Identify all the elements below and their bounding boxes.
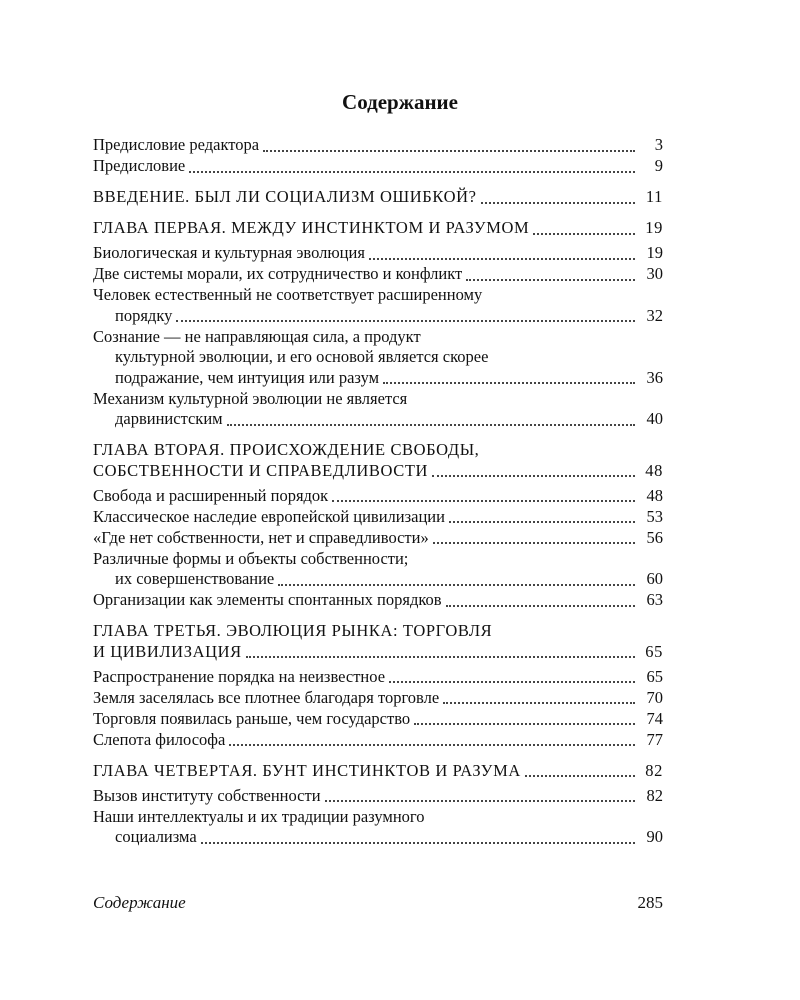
dot-leader: [332, 499, 635, 502]
dot-leader: [466, 278, 635, 281]
toc-multiline-entry: [93, 285, 663, 326]
toc-entry-title: ГЛАВА ЧЕТВЕРТАЯ. БУНТ ИНСТИНКТОВ И РАЗУМА: [93, 760, 521, 780]
running-footer-label: Содержание: [93, 893, 186, 912]
toc-entry-title: Классическое наследие европейской цивилизации: [93, 506, 445, 526]
table-of-contents: [93, 135, 663, 848]
toc-entry-line: социализма: [115, 827, 197, 846]
dot-leader: [201, 841, 635, 844]
toc-entry-title: Предисловие: [93, 156, 186, 175]
dot-leader: [481, 201, 635, 204]
toc-entry-page: 19: [646, 243, 663, 262]
toc-entry: [93, 786, 663, 807]
page-footer: [93, 893, 663, 913]
toc-chapter-entry: [93, 761, 663, 782]
dot-leader: [389, 680, 635, 683]
toc-entry-line: подражание, чем интуиция или разум: [115, 367, 380, 387]
toc-entry-title: Предисловие редактора: [93, 135, 260, 154]
toc-multiline-entry: [93, 389, 663, 430]
dot-leader: [246, 655, 635, 658]
toc-entry-page: 65: [646, 666, 663, 686]
toc-entry: [93, 528, 663, 549]
dot-leader: [443, 701, 635, 704]
toc-entry-line: И ЦИВИЛИЗАЦИЯ: [93, 641, 242, 661]
toc-entry: [93, 135, 663, 156]
toc-entry-page: 65: [645, 641, 663, 661]
toc-entry-title: Свобода и расширенный порядок: [93, 485, 329, 505]
toc-entry-page: 30: [646, 264, 663, 283]
toc-entry: [93, 243, 663, 264]
toc-entry-page: 36: [646, 367, 663, 387]
toc-chapter-entry: [93, 621, 663, 662]
toc-entry-line: СОБСТВЕННОСТИ И СПРАВЕДЛИВОСТИ: [93, 460, 429, 480]
dot-leader: [383, 381, 635, 384]
toc-entry-line: Механизм культурной эволюции не является: [93, 388, 408, 408]
toc-multiline-entry: [93, 549, 663, 590]
toc-entry-title: Слепота философа: [93, 729, 226, 749]
toc-entry-title: ВВЕДЕНИЕ. БЫЛ ЛИ СОЦИАЛИЗМ ОШИБКОЙ?: [93, 187, 477, 206]
toc-entry-title: Организации как элементы спонтанных порядков: [93, 590, 442, 609]
toc-entry-page: 70: [646, 687, 663, 707]
dot-leader: [525, 774, 635, 777]
toc-multiline-entry: [93, 807, 663, 848]
page-title: Содержание: [342, 90, 458, 114]
page-number: 285: [637, 893, 663, 912]
toc-entry-page: 11: [645, 187, 663, 206]
toc-entry: [93, 507, 663, 528]
toc-entry-line: их совершенствование: [115, 569, 275, 588]
toc-entry-page: 77: [646, 729, 663, 749]
toc-entry-line: ГЛАВА ВТОРАЯ. ПРОИСХОЖДЕНИЕ СВОБОДЫ,: [93, 440, 480, 459]
toc-entry-title: Торговля появилась раньше, чем государство: [93, 708, 411, 728]
section-gap: [93, 751, 663, 761]
toc-entry: [93, 730, 663, 751]
toc-entry-title: ГЛАВА ПЕРВАЯ. МЕЖДУ ИНСТИНКТОМ И РАЗУМОМ: [93, 218, 530, 237]
toc-entry-page: 60: [646, 569, 663, 588]
section-gap: [93, 430, 663, 440]
dot-leader: [446, 604, 635, 607]
dot-leader: [325, 799, 635, 802]
dot-leader: [278, 583, 635, 586]
toc-chapter-entry: [93, 187, 663, 208]
dot-leader: [229, 743, 635, 746]
dot-leader: [433, 541, 635, 544]
toc-chapter-entry: [93, 440, 663, 481]
toc-entry-title: Биологическая и культурная эволюция: [93, 243, 365, 262]
toc-entry-page: 32: [646, 305, 663, 325]
toc-entry: [93, 667, 663, 688]
toc-chapter-entry: [93, 218, 663, 239]
toc-entry-line: дарвинистским: [115, 409, 223, 428]
toc-entry-page: 82: [646, 785, 663, 805]
toc-entry: [93, 156, 663, 177]
toc-entry: [93, 486, 663, 507]
toc-entry-line: Человек естественный не соответствует расширенному: [93, 285, 483, 304]
dot-leader: [432, 474, 635, 477]
toc-multiline-entry: [93, 327, 663, 389]
toc-entry-page: 53: [646, 506, 663, 526]
toc-entry-page: 48: [645, 460, 663, 480]
toc-entry-page: 90: [646, 827, 663, 846]
section-gap: [93, 611, 663, 621]
toc-entry-page: 74: [646, 708, 663, 728]
toc-entry-title: Две системы морали, их сотрудничество и конфликт: [93, 264, 463, 283]
toc-entry-page: 82: [645, 760, 663, 780]
toc-entry: [93, 688, 663, 709]
toc-entry-page: 56: [646, 527, 663, 547]
toc-entry-line: Наши интеллектуалы и их традиции разумного: [93, 806, 425, 826]
dot-leader: [449, 520, 635, 523]
dot-leader: [533, 232, 635, 235]
toc-entry-line: культурной эволюции, и его основой является скорее: [115, 347, 489, 366]
toc-entry: [93, 709, 663, 730]
toc-entry-line: Различные формы и объекты собственности;: [93, 548, 409, 568]
section-gap: [93, 177, 663, 187]
dot-leader: [263, 149, 635, 152]
toc-entry-page: 40: [646, 409, 663, 428]
toc-entry-line: порядку: [115, 305, 173, 325]
toc-entry: [93, 590, 663, 611]
toc-entry-title: Вызов институту собственности: [93, 785, 321, 805]
toc-entry-page: 9: [654, 156, 663, 175]
toc-entry-title: «Где нет собственности, нет и справедливости»: [93, 527, 429, 547]
dot-leader: [189, 170, 635, 173]
toc-entry-page: 48: [646, 485, 663, 505]
toc-entry: [93, 264, 663, 285]
toc-entry-title: Распространение порядка на неизвестное: [93, 666, 386, 686]
toc-entry-line: ГЛАВА ТРЕТЬЯ. ЭВОЛЮЦИЯ РЫНКА: ТОРГОВЛЯ: [93, 621, 493, 640]
toc-entry-line: Сознание — не направляющая сила, а продукт: [93, 326, 421, 346]
toc-entry-title: Земля заселялась все плотнее благодаря торговле: [93, 687, 440, 707]
dot-leader: [227, 423, 635, 426]
dot-leader: [414, 722, 635, 725]
toc-entry-page: 3: [654, 135, 663, 154]
dot-leader: [176, 319, 635, 322]
toc-entry-page: 19: [645, 218, 663, 237]
section-gap: [93, 208, 663, 218]
toc-entry-page: 63: [646, 590, 663, 609]
dot-leader: [369, 257, 635, 260]
